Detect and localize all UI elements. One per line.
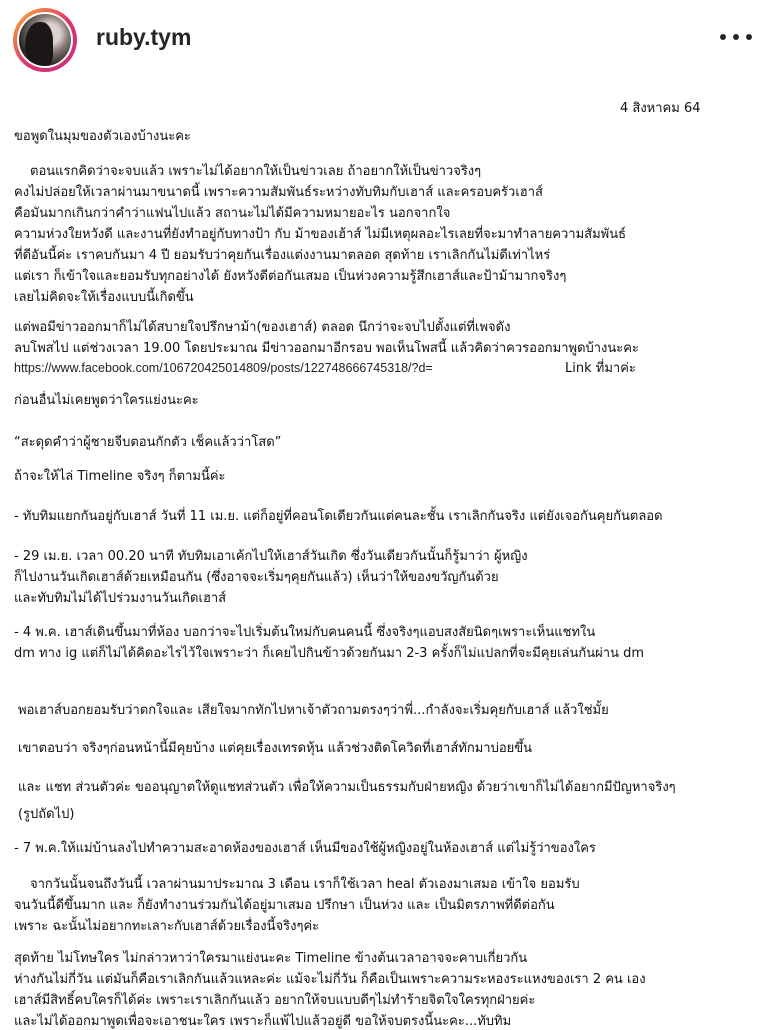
more-options-icon[interactable] (720, 32, 754, 42)
paragraph-line: แต่พอมีข่าวออกมาก็ไม่ได้สบายใจปรึกษาม้า(ของเฮาส์) ตลอด นึกว่าจะจบไปตั้งแต่ที่เพจดัง (14, 320, 511, 335)
paragraph-line: ที่ดีอันนี้ค่ะ เราคบกันมา 4 ปี ยอมรับว่าคุยกันเรื่องแต่งงานมาตลอด สุดท้าย เราเลิกกันไม่ดีเท่าไหร่ (14, 248, 551, 263)
paragraph-line: เลยไม่คิดจะให้เรื่องแบบนี้เกิดขึ้น (14, 290, 194, 305)
timeline-intro: ถ้าจะให้ไล่ Timeline จริงๆ ก็ตามนี้ค่ะ (14, 469, 226, 484)
closing-line: และไม่ได้ออกมาพูดเพื่อจะเอาชนะใคร เพราะก็แพ้ไปแล้วอยู่ดี ขอให้จบตรงนี้นะคะ...ทับทิม (14, 1014, 512, 1029)
timeline-item: และทับทิมไม่ได้ไปร่วมงานวันเกิดเฮาส์ (14, 591, 227, 606)
account-line: เขาตอบว่า จริงๆก่อนหน้านี้มีคุยบ้าง แต่คุยเรื่องเทรดหุ้น แล้วช่วงติดโควิดที่เฮาส์ทักมาบ่อยขึ้น (18, 741, 533, 756)
avatar[interactable] (17, 12, 73, 68)
intro-line: ขอพูดในมุมของตัวเองบ้างนะคะ (14, 129, 191, 144)
timeline-item: dm ทาง ig แต่ก็ไม่ได้คิดอะไรไว้ใจเพราะว่า ก็เคยไปกินข้าวด้วยกันมา 2-3 ครั้งก็ไม่แปลกที่จะมีคุยเล่นกันผ่าน dm (14, 646, 645, 661)
source-link-label: Link ที่มาค่ะ (565, 361, 636, 376)
statement-line: ก่อนอื่นไม่เคยพูดว่าใครแย่งนะคะ (14, 393, 199, 408)
post-date: 4 สิงหาคม 64 (620, 101, 701, 116)
post-image-text (0, 78, 776, 1029)
timeline-item: ก็ไปงานวันเกิดเฮาส์ด้วยเหมือนกัน (ซึ่งอาจจะเริ่มๆคุยกันแล้ว) เห็นว่าให้ของขวัญกันด้วย (14, 570, 499, 585)
paragraph-line: แต่เรา ก็เข้าใจและยอมรับทุกอย่างได้ ยังหวังดีต่อกันเสมอ เป็นห่วงความรู้สึกเฮาส์และป้าม้ามากจริงๆ (14, 269, 567, 284)
username[interactable]: ruby.tym (96, 24, 192, 50)
paragraph-line: เพราะ ฉะนั้นไม่อยากทะเลาะกับเฮาส์ด้วยเรื่องนี้จริงๆค่ะ (14, 919, 320, 934)
paragraph-line: ความห่วงใยหวังดี และงานที่ยังทำอยู่กับทางป้า กับ ม้าของเฮ้าส์ ไม่มีเหตุผลอะไรเลยที่จะมาทำลายความสัมพันธ์ (14, 227, 627, 242)
timeline-item: - 29 เม.ย. เวลา 00.20 นาที ทับทิมเอาเค้กไปให้เฮาส์วันเกิด ซึ่งวันเดียวกันนั้นก็รู้มาว่า ผู้หญิง (14, 549, 528, 564)
closing-line: ห่างกันไม่กี่วัน แต่มันก็คือเราเลิกกันแล้วแหละค่ะ แม้จะไม่กี่วัน ก็คือเป็นเพราะความระหองระแหงของเรา 2 คน เอง (14, 972, 646, 987)
account-line: พอเฮาส์บอกยอมรับว่าตกใจและ เสียใจมากทักไปหาเจ้าตัวถามตรงๆว่าพี่...กำลังจะเริ่มคุยกับเฮาส์ แล้วใช่มั้ย (18, 703, 609, 718)
source-link-url[interactable]: https://www.facebook.com/106720425014809/posts/122748666745318/?d= (14, 361, 433, 375)
story-ring[interactable] (13, 8, 77, 72)
timeline-item: - 7 พ.ค.ให้แม่บ้านลงไปทำความสะอาดห้องของเฮาส์ เห็นมีของใช้ผู้หญิงอยู่ในห้องเฮาส์ แต่ไม่รู้ว่าของใคร (14, 841, 596, 856)
paragraph-line: จนวันนี้ดีขึ้นมาก และ ก็ยังทำงานร่วมกันได้อยู่มาเสมอ ปรึกษา เป็นห่วง และ เป็นมิตรภาพที่ดีต่อกัน (14, 898, 555, 913)
account-line: (รูปถัดไป) (18, 807, 75, 822)
account-line: และ แชท ส่วนตัวค่ะ ขออนุญาตให้ดูแชทส่วนตัว เพื่อให้ความเป็นธรรมกับฝ่ายหญิง ด้วยว่าเขาก็ไม่ได้อยากมีปัญหาจริงๆ (18, 780, 676, 795)
closing-line: เฮาส์มีสิทธิ์คบใครก็ได้ค่ะ เพราะเราเลิกกันแล้ว อยากให้จบแบบดีๆไม่ทำร้ายจิตใจใครทุกฝ่ายค่ะ (14, 993, 536, 1008)
paragraph-line: คือมันมากเกินกว่าคำว่าแฟนไปแล้ว สถานะไม่ได้มีความหมายอะไร นอกจากใจ (14, 206, 451, 221)
paragraph-line: จากวันนั้นจนถึงวันนี้ เวลาผ่านมาประมาณ 3 เดือน เราก็ใช้เวลา heal ตัวเองมาเสมอ เข้าใจ ยอมรับ (30, 877, 580, 892)
paragraph-line: ตอนแรกคิดว่าจะจบแล้ว เพราะไม่ได้อยากให้เป็นข่าวเลย ถ้าอยากให้เป็นข่าวจริงๆ (30, 164, 482, 179)
paragraph-line: ลบโพสไป แต่ช่วงเวลา 19.00 โดยประมาณ มีข่าวออกมาอีกรอบ พอเห็นโพสนี้ แล้วคิดว่าควรออกมาพูดบ้างนะคะ (14, 341, 639, 356)
post-header (0, 0, 776, 78)
timeline-item: - 4 พ.ค. เฮาส์เดินขึ้นมาที่ห้อง บอกว่าจะไปเริ่มต้นใหม่กับคนคนนี้ ซึ่งจริงๆแอบสงสัยนิดๆเพราะเห็นแชทใน (14, 625, 596, 640)
closing-line: สุดท้าย ไม่โทษใคร ไม่กล่าวหาว่าใครมาแย่งนะคะ Timeline ข้างต้นเวลาอาจจะคาบเกี่ยวกัน (14, 951, 528, 966)
timeline-item: - ทับทิมแยกกันอยู่กับเฮาส์ วันที่ 11 เม.ย. แต่ก็อยู่ที่คอนโดเดียวกันแต่คนละชั้น เราเลิกกันจริง แต่ยังเจอกันคุยกันตลอด (14, 509, 663, 524)
paragraph-line: คงไม่ปล่อยให้เวลาผ่านมาขนาดนี้ เพราะความสัมพันธ์ระหว่างทับทิมกับเฮาส์ และครอบครัวเฮาส์ (14, 185, 543, 200)
quote-line: “สะดุดคำว่าผู้ชายจีบตอนกักตัว เช็คแล้วว่าโสด” (14, 435, 282, 450)
